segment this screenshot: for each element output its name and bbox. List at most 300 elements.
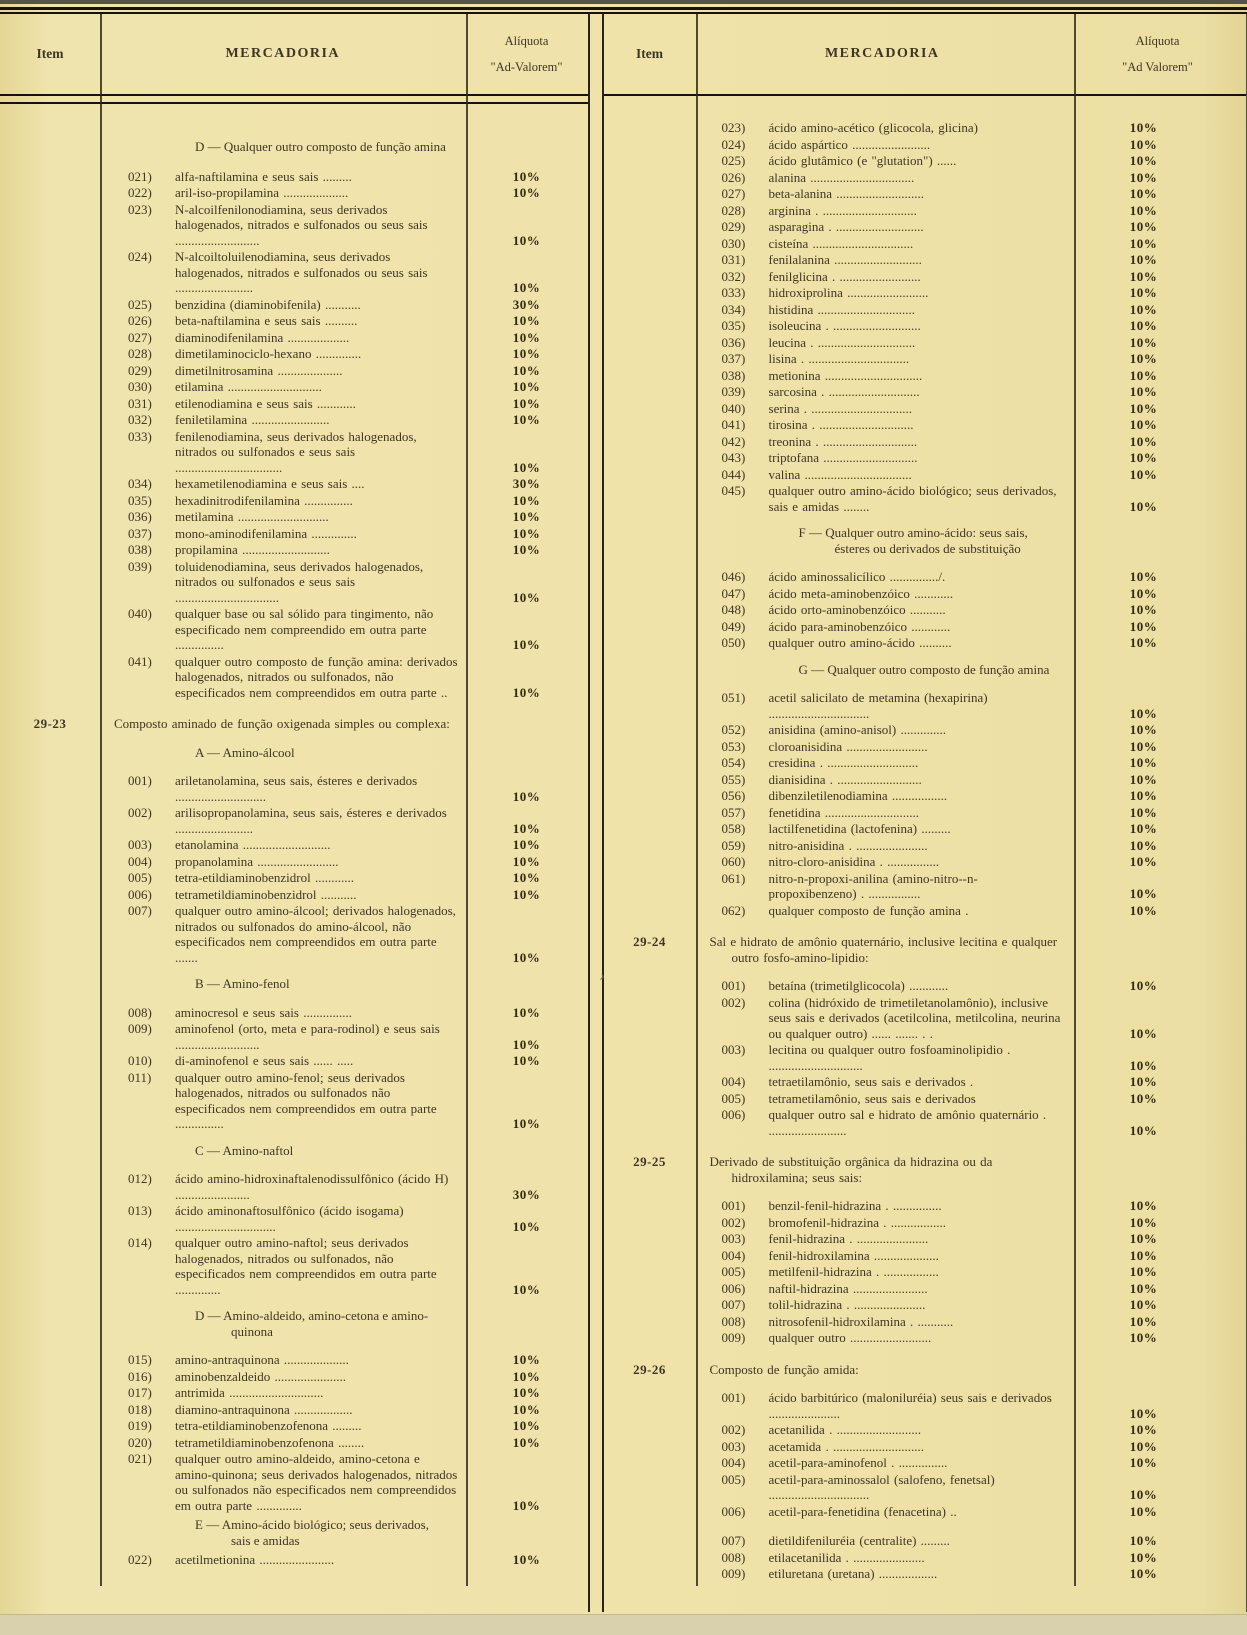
col-header-mercadoria: MERCADORIA: [824, 46, 940, 62]
rate-value: 10%: [1129, 1330, 1158, 1345]
rate-value: 10%: [1129, 285, 1158, 300]
page-bottom-edge: [0, 1614, 1247, 1635]
item-number: 005): [721, 1471, 746, 1487]
item-description: tetraetilamônio, seus sais e derivados .: [768, 1074, 974, 1089]
item-number: 006): [128, 886, 152, 902]
table-row: [604, 351, 1246, 367]
rate-value: 10%: [512, 1352, 541, 1367]
item-description: tetrametildiaminobenzidrol ...........: [175, 886, 357, 902]
rate-value: 10%: [1129, 1122, 1158, 1138]
item-description: nitro-n-propoxi-anilina (amino-nitro--n-propoxibenzeno) . ................: [768, 870, 978, 901]
item-description: lactilfenetidina (lactofenina) .........: [768, 821, 951, 836]
item-number: 031): [721, 252, 746, 267]
rate-value: 10%: [1129, 136, 1158, 152]
col-header-item: Item: [636, 46, 664, 62]
item-number: 061): [721, 870, 746, 886]
item-number: 029): [128, 362, 152, 378]
item-number: 035): [128, 492, 152, 508]
table-row: [0, 169, 588, 185]
rate-value: 10%: [512, 232, 541, 248]
item-number: 006): [721, 1107, 746, 1122]
rate-value: 10%: [1129, 1297, 1158, 1312]
rate-value: 10%: [512, 313, 541, 328]
item-number: 003): [721, 1231, 746, 1246]
item-number: 007): [721, 1297, 746, 1312]
item-description: ácido para-aminobenzóico ............: [768, 618, 951, 634]
table-row: [0, 542, 588, 558]
table-row: [604, 401, 1246, 417]
item-description: asparagina . ...........................: [768, 219, 924, 234]
item-number: 028): [721, 202, 746, 218]
rate-value: 10%: [1129, 268, 1158, 284]
item-number: 002): [721, 1214, 746, 1230]
table-row: [0, 346, 588, 362]
rate-value: 10%: [1129, 886, 1158, 901]
top-rule: [0, 7, 1247, 10]
item-description: mono-aminodifenilamina ..............: [175, 525, 357, 541]
rate-value: 10%: [512, 1218, 541, 1234]
item-number: 038): [128, 542, 152, 557]
table-row: [604, 821, 1246, 837]
table-row: [604, 854, 1246, 870]
aliquota-line1: Alíquota: [1135, 34, 1180, 48]
rate-value: 10%: [1129, 202, 1158, 218]
item-description: ácido barbitúrico (maloniluréia) seus sais e derivados ......................: [768, 1390, 1052, 1421]
table-row: [604, 1091, 1246, 1107]
rate-value: 10%: [1129, 367, 1158, 383]
item-description: beta-alanina ...........................: [768, 186, 925, 201]
table-row: [0, 202, 588, 249]
item-description: qualquer outro amino-ácido ..........: [768, 635, 952, 650]
table-row: [604, 335, 1246, 351]
rate-value: 10%: [512, 1116, 541, 1131]
table-row: [0, 330, 588, 346]
rate-value: 10%: [512, 492, 541, 508]
item-description: qualquer outro amino-fenol; seus derivados halogenados, nitrados ou sulfonados não especificados nem compreendidos em outra parte ...............: [175, 1069, 437, 1131]
rate-value: 10%: [1129, 1214, 1158, 1230]
item-number: 010): [128, 1053, 152, 1068]
item-number: 050): [721, 635, 746, 650]
rate-value: 10%: [1129, 804, 1158, 820]
group-code: 29-26: [633, 1361, 666, 1377]
table-row: [0, 887, 588, 903]
item-description: benzidina (diaminobifenila) ...........: [175, 296, 361, 312]
table-row: [604, 619, 1246, 635]
table-row: [604, 1314, 1246, 1330]
table-row: [604, 722, 1246, 738]
table-row: [604, 153, 1246, 169]
table-row: [604, 1215, 1246, 1231]
left-table-rows: [0, 104, 588, 1568]
item-description: dimetilnitrosamina ....................: [175, 362, 343, 378]
rate-value: 10%: [1129, 153, 1158, 168]
rate-value: 10%: [1129, 219, 1158, 234]
item-description: ácido aminossalicílico .............../.: [768, 569, 946, 584]
group-code: 29-24: [633, 934, 666, 949]
item-number: 001): [721, 978, 746, 993]
group-title: Composto de função amida:: [709, 1361, 859, 1377]
item-number: 021): [128, 1451, 152, 1466]
rate-value: 10%: [512, 788, 541, 804]
rate-value: 10%: [1129, 585, 1158, 601]
item-number: 027): [128, 329, 152, 345]
table-row: [604, 384, 1246, 400]
item-description: ariletanolamina, seus sais, ésteres e derivados ............................: [175, 773, 418, 804]
item-number: 004): [721, 1247, 746, 1263]
item-description: nitrosofenil-hidroxilamina . ...........: [768, 1313, 954, 1329]
group-title: Derivado de substituição orgânica da hidrazina ou da hidroxilamina; seus sais:: [709, 1154, 993, 1185]
item-description: bromofenil-hidrazina . .................: [768, 1214, 946, 1230]
rate-value: 10%: [1129, 351, 1158, 366]
left-table: [0, 14, 590, 1612]
rate-value: 10%: [1129, 1503, 1158, 1519]
rate-value: 10%: [1129, 1549, 1158, 1565]
table-row: [604, 434, 1246, 450]
table-row: [0, 1369, 588, 1385]
table-row: [0, 559, 588, 606]
rate-value: 10%: [1129, 186, 1158, 201]
rate-value: 10%: [512, 1401, 541, 1417]
rate-value: 10%: [1129, 120, 1158, 135]
table-row: [0, 870, 588, 886]
item-number: 039): [721, 384, 746, 399]
table-row: [604, 1566, 1246, 1582]
table-row: [604, 1330, 1246, 1346]
rate-value: 10%: [1129, 301, 1158, 317]
table-row: [0, 1053, 588, 1069]
item-number: 008): [721, 1313, 746, 1329]
item-number: 052): [721, 722, 746, 737]
two-column-tables: [0, 14, 1247, 1612]
item-number: 002): [128, 805, 152, 820]
rate-value: 10%: [1129, 978, 1158, 993]
table-row: [604, 483, 1246, 514]
table-row: [0, 1235, 588, 1297]
rate-value: 10%: [1129, 1566, 1158, 1581]
item-description: cisteína ...............................: [768, 235, 914, 251]
table-row: [604, 368, 1246, 384]
table-row: [604, 871, 1246, 902]
rate-value: 10%: [1129, 1405, 1158, 1421]
table-row: [0, 1451, 588, 1513]
table-row: [604, 170, 1246, 186]
item-number: 030): [128, 379, 152, 394]
column-rule: [100, 14, 102, 1586]
item-description: qualquer outro amino-ácido biológico; seus derivados, sais e amidas ........: [768, 483, 1057, 514]
item-number: 030): [721, 235, 746, 251]
table-row: [0, 493, 588, 509]
item-description: fenetidina .............................: [768, 804, 919, 820]
col-header-aliquota: [466, 28, 588, 80]
rate-value: 10%: [1129, 450, 1158, 465]
item-description: dimetilaminociclo-hexano ..............: [175, 346, 362, 361]
table-row: [604, 1248, 1246, 1264]
rate-value: 30%: [512, 476, 541, 491]
item-description: etilamina .............................: [175, 379, 322, 394]
item-description: antrimida .............................: [175, 1385, 324, 1400]
rate-value: 10%: [1129, 498, 1158, 514]
item-description: cloroanisidina .........................: [768, 738, 928, 754]
rate-value: 10%: [1129, 1455, 1158, 1470]
item-description: propanolamina .........................: [175, 853, 339, 869]
item-number: 033): [128, 428, 152, 444]
rate-value: 10%: [1129, 1057, 1158, 1073]
rate-value: 10%: [1129, 1422, 1158, 1437]
item-description: tetra-etildiaminobenzidrol ............: [175, 870, 354, 885]
item-number: 024): [721, 136, 746, 152]
aliquota-line2: "Ad-Valorem": [490, 60, 563, 74]
table-row: [604, 1231, 1246, 1247]
table-row: [604, 569, 1246, 585]
table-row: [0, 429, 588, 476]
item-number: 001): [128, 773, 152, 788]
table-row: [604, 269, 1246, 285]
item-description: arginina . .............................: [768, 202, 917, 218]
item-description: qualquer outro amino-álcool; derivados halogenados, nitrados ou sulfonados do amino-álcool, não especificados nem compreendidos em outra parte .......: [175, 903, 456, 965]
item-number: 032): [128, 412, 152, 427]
item-number: 004): [128, 853, 152, 869]
rate-value: 10%: [1129, 1074, 1158, 1089]
rate-value: 10%: [1129, 1264, 1158, 1279]
item-description: tetrametilamônio, seus sais e derivados: [768, 1090, 976, 1106]
rate-value: 10%: [1129, 1231, 1158, 1246]
rate-value: 10%: [512, 1434, 541, 1450]
item-number: 002): [721, 1422, 746, 1437]
rate-value: 10%: [1129, 569, 1158, 584]
item-description: tetra-etildiaminobenzofenona .........: [175, 1418, 362, 1433]
table-row: [0, 773, 588, 804]
item-number: 008): [128, 1004, 152, 1020]
table-header: [604, 14, 1246, 94]
item-description: lecitina ou qualquer outro fosfoaminolipidio . .............................: [768, 1042, 1011, 1073]
item-number: 005): [128, 870, 152, 885]
rate-value: 10%: [512, 637, 541, 652]
item-description: acetamida . ............................: [768, 1438, 924, 1454]
item-number: 036): [721, 334, 746, 350]
rate-value: 10%: [1129, 1533, 1158, 1548]
item-number: 018): [128, 1401, 152, 1417]
item-description: fenilalanina ...........................: [768, 252, 922, 267]
item-number: 014): [128, 1235, 152, 1250]
table-row: [604, 203, 1246, 219]
item-description: acetil-para-aminofenol . ...............: [768, 1455, 948, 1470]
group-row: [604, 1154, 1246, 1185]
table-row: [0, 297, 588, 313]
table-row: [0, 606, 588, 653]
rate-value: 10%: [1129, 821, 1158, 836]
item-number: 033): [721, 285, 746, 300]
rate-value: 10%: [512, 185, 541, 200]
item-description: beta-naftilamina e seus sais ..........: [175, 313, 358, 328]
item-number: 013): [128, 1203, 152, 1218]
item-description: aril-iso-propilamina ....................: [175, 185, 349, 200]
table-row: [0, 1021, 588, 1052]
table-row: [604, 252, 1246, 268]
item-number: 019): [128, 1418, 152, 1433]
item-description: acetilmetionina .......................: [175, 1552, 335, 1567]
item-description: diaminodifenilamina ...................: [175, 329, 350, 345]
table-row: [604, 1422, 1246, 1438]
item-number: 005): [721, 1090, 746, 1106]
table-row: [0, 854, 588, 870]
table-row: [0, 185, 588, 201]
item-description: acetil salicilato de metamina (hexapirina) ...............................: [768, 690, 988, 721]
item-number: 045): [721, 483, 746, 498]
item-number: 003): [721, 1042, 746, 1057]
table-row: [0, 412, 588, 428]
item-description: hexametilenodiamina e seus sais ....: [175, 476, 365, 491]
item-number: 040): [128, 606, 152, 621]
item-description: acetil-para-aminossalol (salofeno, fenetsal) ...............................: [768, 1471, 995, 1502]
col-header-item: Item: [36, 46, 64, 62]
item-description: leucina . ..............................: [768, 334, 916, 350]
table-row: [0, 1171, 588, 1202]
table-row: [604, 788, 1246, 804]
table-row: [604, 772, 1246, 788]
table-row: [604, 285, 1246, 301]
table-row: [0, 396, 588, 412]
item-number: 023): [128, 201, 152, 217]
item-description: fenilglicina . .........................: [768, 268, 921, 284]
aliquota-line1: Alíquota: [504, 34, 549, 48]
item-description: nitro-anisidina . ......................: [768, 837, 928, 853]
item-number: 001): [721, 1390, 746, 1405]
item-number: 039): [128, 558, 152, 574]
table-row: [0, 476, 588, 492]
section-heading: F — Qualquer outro amino-ácido: seus sais, ésteres ou derivados de substituição: [798, 525, 1028, 556]
item-number: 002): [721, 994, 746, 1010]
item-number: 025): [721, 153, 746, 168]
item-description: feniletilamina ........................: [175, 412, 330, 427]
item-number: 003): [128, 837, 152, 852]
item-description: qualquer outro amino-aldeido, amino-cetona e amino-quinona; seus derivados halogenados, nitrados ou sulfonados não especificados nem compreendidos em outra parte ..............: [175, 1451, 458, 1513]
rate-value: 10%: [512, 362, 541, 378]
item-number: 009): [721, 1566, 746, 1581]
item-description: treonina . .............................: [768, 433, 918, 449]
item-description: betaína (trimetilglicocola) ............: [768, 978, 949, 993]
rate-value: 10%: [1129, 1198, 1158, 1213]
item-description: qualquer outro amino-naftol; seus derivados halogenados, nitrados ou sulfonados, não especificados nem compreendidos em outra parte ..............: [175, 1235, 437, 1297]
group-row: [0, 716, 588, 732]
rate-value: 10%: [1129, 618, 1158, 634]
table-row: [604, 995, 1246, 1042]
rate-value: 10%: [512, 870, 541, 885]
rate-value: 10%: [1129, 837, 1158, 853]
table-row: [604, 1042, 1246, 1073]
table-row: [0, 1385, 588, 1401]
item-number: 043): [721, 450, 746, 465]
rate-value: 10%: [512, 1368, 541, 1384]
table-row: [0, 1435, 588, 1451]
table-row: [0, 379, 588, 395]
table-row: [0, 509, 588, 525]
rate-value: 10%: [1129, 1487, 1158, 1502]
item-description: arilisopropanolamina, seus sais, ésteres e derivados ........................: [175, 805, 447, 836]
table-row: [604, 236, 1246, 252]
rate-value: 10%: [1129, 252, 1158, 267]
group-code: 29-23: [33, 716, 67, 731]
table-row: [604, 1198, 1246, 1214]
table-row: [604, 1472, 1246, 1503]
table-row: [604, 838, 1246, 854]
item-description: N-alcoiltoluilenodiamina, seus derivados halogenados, nitrados e sulfonados ou seus sais ........................: [175, 249, 428, 295]
item-description: qualquer composto de função amina .: [768, 902, 969, 918]
rate-value: 10%: [1129, 1247, 1158, 1263]
rate-value: 10%: [512, 684, 541, 700]
item-description: aminofenol (orto, meta e para-rodinol) e seus sais ..........................: [175, 1021, 440, 1052]
column-rule: [466, 14, 468, 1586]
rate-value: 10%: [512, 168, 541, 184]
item-description: toluidenodiamina, seus derivados halogenados, nitrados ou sulfonados e seus sais ................................: [175, 558, 424, 605]
section-heading: D — Qualquer outro composto de função amina: [195, 139, 446, 154]
table-row: [0, 1005, 588, 1021]
table-row: [0, 1203, 588, 1234]
item-number: 025): [128, 296, 152, 312]
rate-value: 10%: [1129, 318, 1158, 333]
item-number: 012): [128, 1171, 152, 1186]
rate-value: 10%: [512, 1036, 541, 1052]
rate-value: 10%: [512, 459, 541, 475]
item-number: 022): [128, 1552, 152, 1567]
item-number: 059): [721, 837, 746, 853]
table-row: [604, 1074, 1246, 1090]
item-number: 040): [721, 400, 746, 416]
item-description: naftil-hidrazina .......................: [768, 1280, 928, 1296]
item-number: 003): [721, 1438, 746, 1454]
rate-value: 10%: [1129, 788, 1158, 803]
table-row: [604, 1281, 1246, 1297]
item-description: etanolamina ...........................: [175, 837, 331, 852]
table-row: [0, 1070, 588, 1132]
item-number: 041): [128, 653, 152, 669]
rate-value: 10%: [1129, 417, 1158, 432]
aliquota-line2: "Ad Valorem": [1122, 60, 1193, 74]
item-description: N-alcoilfenilonodiamina, seus derivados halogenados, nitrados e sulfonados ou seus sais ..........................: [175, 201, 428, 248]
item-description: etilenodiamina e seus sais ............: [175, 395, 356, 411]
rate-value: 10%: [1129, 466, 1158, 482]
table-row: [0, 249, 588, 296]
item-number: 051): [721, 690, 746, 705]
item-number: 006): [721, 1503, 746, 1519]
table-row: [604, 903, 1246, 919]
table-row: [604, 219, 1246, 235]
table-row: [604, 120, 1246, 136]
rate-value: 10%: [512, 853, 541, 869]
table-row: [604, 137, 1246, 153]
col-header-aliquota: [1069, 28, 1246, 80]
item-number: 047): [721, 585, 746, 601]
rate-value: 10%: [512, 1281, 541, 1297]
item-description: aminobenzaldeido ......................: [175, 1368, 347, 1384]
item-description: diamino-antraquinona ..................: [175, 1401, 353, 1417]
item-description: acetanilida . ..........................: [768, 1422, 922, 1437]
item-number: 004): [721, 1074, 746, 1089]
group-title: Composto aminado de função oxigenada simples ou complexa:: [114, 716, 450, 731]
item-description: alanina ................................: [768, 169, 915, 185]
item-number: 058): [721, 821, 746, 836]
section-heading: B — Amino-fenol: [195, 976, 290, 991]
page-top-edge: [0, 0, 1247, 4]
item-number: 044): [721, 466, 746, 482]
item-description: acetil-para-fenetidina (fenacetina) ..: [768, 1503, 957, 1519]
item-description: qualquer outro sal e hidrato de amônio quaternário . ........................: [768, 1107, 1047, 1138]
item-description: triptofana .............................: [768, 450, 918, 465]
rate-value: 10%: [512, 379, 541, 394]
item-description: isoleucina . ...........................: [768, 318, 921, 333]
table-row: [604, 1550, 1246, 1566]
rate-value: 10%: [1129, 1025, 1158, 1041]
item-description: fenil-hidroxilamina ....................: [768, 1247, 939, 1263]
